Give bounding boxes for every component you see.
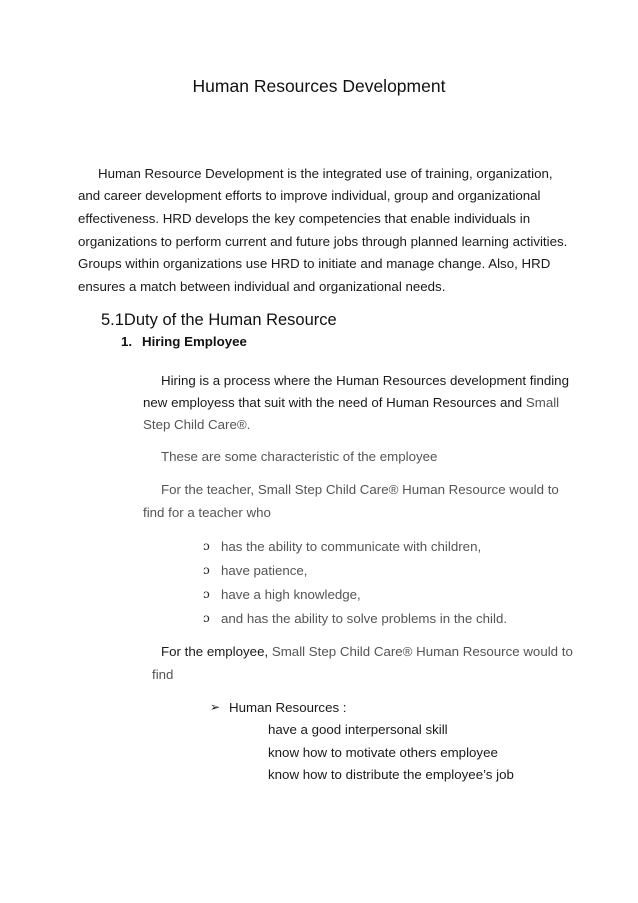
hiring-line: Hiring is a process where the Human Resources development finding: [161, 373, 569, 388]
bullet-icon: ɔ: [203, 539, 210, 553]
bullet-icon: ɔ: [203, 563, 210, 577]
hr-label: Human Resources :: [229, 700, 347, 715]
characteristic-line: These are some characteristic of the employee: [161, 449, 438, 464]
employee-line: [161, 642, 573, 662]
bullet-icon: ɔ: [203, 587, 210, 601]
hiring-line: Step Child Care®.: [143, 417, 251, 432]
subsection-number: 1.: [121, 334, 133, 349]
subsection-title: Hiring Employee: [142, 334, 247, 349]
list-item: has the ability to communicate with children,: [221, 539, 482, 554]
intro-line: Groups within organizations use HRD to initiate and manage change. Also, HRD: [78, 256, 551, 271]
hr-item: have a good interpersonal skill: [268, 722, 448, 737]
intro-line: Human Resource Development is the integrated use of training, organization,: [98, 166, 553, 181]
intro-line: effectiveness. HRD develops the key competencies that enable individuals in: [78, 211, 531, 226]
hiring-line-text: Small: [525, 395, 560, 410]
list-item: and has the ability to solve problems in the child.: [221, 611, 508, 626]
employee-line-text: Small Step Child Care® Human Resource would to: [268, 644, 573, 659]
teacher-line: For the teacher, Small Step Child Care® Human Resource would to: [161, 482, 559, 497]
hiring-line: [143, 393, 559, 413]
arrow-bullet-icon: ➢: [210, 700, 221, 714]
section-heading: 5.1Duty of the Human Resource: [101, 311, 337, 329]
intro-line: and career development efforts to improve individual, group and organizational: [78, 188, 541, 203]
employee-line: find: [152, 667, 174, 682]
hr-item: know how to motivate others employee: [268, 745, 498, 760]
page-title: Human Resources Development: [192, 76, 446, 96]
intro-line: ensures a match between individual and organizational needs.: [78, 279, 446, 294]
hiring-line-text: new employess that suit with the need of Human Resources and: [143, 395, 526, 410]
list-item: have a high knowledge,: [221, 587, 361, 602]
teacher-line: find for a teacher who: [143, 505, 271, 520]
list-item: have patience,: [221, 563, 308, 578]
hr-item: know how to distribute the employee’s job: [268, 767, 514, 782]
bullet-icon: ɔ: [203, 611, 210, 625]
intro-line: organizations to perform current and future jobs through planned learning activities.: [78, 234, 568, 249]
employee-line-text: For the employee,: [161, 644, 269, 659]
